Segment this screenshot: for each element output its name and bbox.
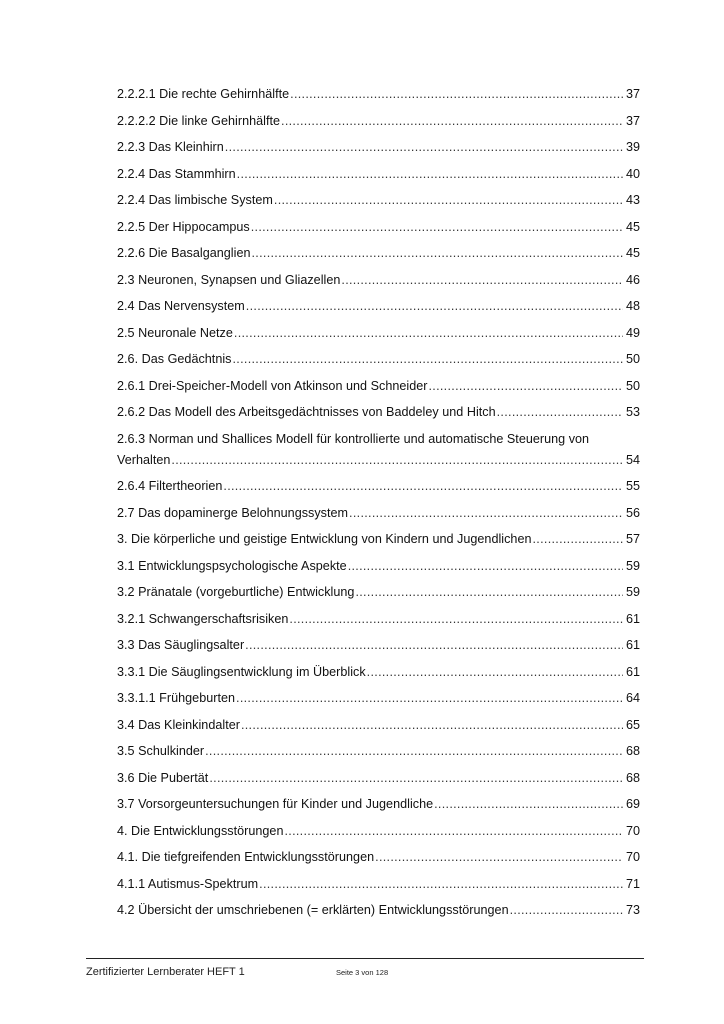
toc-entry[interactable] [117,298,640,315]
toc-entry-page-number: 43 [625,193,640,207]
toc-entry-title: 3.3.1 Die Säuglingsentwicklung im Überblick [117,664,366,679]
toc-entry[interactable] [117,690,640,707]
toc-entry[interactable] [117,325,640,342]
dot-leader [245,637,623,654]
toc-entry[interactable] [117,637,640,654]
dot-leader [237,166,623,183]
toc-entry-page-number: 61 [625,664,640,679]
toc-entry[interactable] [117,166,640,183]
toc-entry-title: 2.6.4 Filtertheorien [117,479,223,493]
toc-entry-page-number: 65 [625,717,640,732]
toc-entry[interactable] [117,531,640,548]
toc-entry[interactable] [117,139,640,156]
toc-entry-title: 3.1 Entwicklungspsychologische Aspekte [117,558,347,573]
toc-entry[interactable] [117,505,640,522]
toc-entry[interactable] [117,558,640,575]
toc-entry-title: 2.2.2.1 Die rechte Gehirnhälfte [117,87,290,101]
toc-entry-title: 2.4 Das Nervensystem [117,299,245,313]
toc-entry-page-number: 71 [625,876,640,891]
toc-entry[interactable] [117,272,640,289]
toc-entry-title: 3. Die körperliche und geistige Entwicklung von Kindern und Jugendlichen [117,532,532,546]
toc-entry[interactable] [117,431,640,469]
toc-entry-title: 2.7 Das dopaminerge Belohnungssystem [117,505,349,520]
toc-entry[interactable] [117,717,640,734]
toc-entry-title: 3.3.1.1 Frühgeburten [117,691,236,705]
toc-entry[interactable] [117,86,640,103]
toc-entry-page-number: 37 [625,113,640,128]
toc-entry-title: Verhalten [117,452,171,467]
toc-entry[interactable] [117,192,640,209]
toc-entry-page-number: 68 [625,744,640,758]
toc-entry-page-number: 50 [625,378,640,393]
toc-entry-page-number: 39 [625,140,640,154]
toc-entry[interactable] [117,219,640,236]
toc-entry-title: 2.2.2.2 Die linke Gehirnhälfte [117,113,281,128]
toc-entry[interactable] [117,351,640,368]
dot-leader [428,378,622,395]
toc-entry-page-number: 70 [625,823,640,838]
dot-leader [233,351,623,368]
toc-entry[interactable] [117,584,640,601]
toc-entry-page-number: 55 [625,479,640,493]
toc-entry-page-number: 64 [625,691,640,705]
toc-entry-page-number: 40 [625,166,640,181]
toc-entry-title: 3.5 Schulkinder [117,744,205,758]
toc-entry[interactable] [117,796,640,813]
toc-entry-title: 2.2.5 Der Hippocampus [117,219,250,234]
toc-entry-title: 2.2.4 Das limbische System [117,193,273,207]
dot-leader [171,452,623,469]
toc-entry-page-number: 73 [625,903,640,917]
dot-leader [251,219,623,236]
dot-leader [252,245,623,262]
dot-leader [274,192,623,209]
toc-entry-title: 4.1.1 Autismus-Spektrum [117,876,259,891]
toc-entry-page-number: 50 [625,352,640,366]
dot-leader [349,505,623,522]
toc-entry[interactable] [117,113,640,130]
toc-entry-title: 3.4 Das Kleinkindalter [117,717,240,732]
table-of-contents [117,86,640,929]
dot-leader [259,876,623,893]
dot-leader [497,404,623,421]
toc-entry-page-number: 53 [625,405,640,419]
dot-leader [209,770,623,787]
dot-leader [290,86,623,103]
toc-entry-title: 3.2 Pränatale (vorgeburtliche) Entwicklung [117,585,355,599]
dot-leader [246,298,623,315]
dot-leader [510,902,623,919]
toc-entry-page-number: 61 [625,638,640,652]
dot-leader [241,717,623,734]
footer-page-number: Seite 3 von 128 [336,968,389,977]
toc-entry-title: 3.6 Die Pubertät [117,770,209,785]
dot-leader [533,531,623,548]
dot-leader [225,139,623,156]
dot-leader [367,664,623,681]
toc-entry[interactable] [117,876,640,893]
toc-entry-page-number: 46 [625,272,640,287]
toc-entry[interactable] [117,902,640,919]
dot-leader [355,584,622,601]
dot-leader [434,796,623,813]
toc-entry-page-number: 61 [625,611,640,626]
dot-leader [205,743,623,760]
toc-entry[interactable] [117,770,640,787]
dot-leader [234,325,623,342]
toc-entry-title: 4. Die Entwicklungsstörungen [117,823,284,838]
toc-entry-page-number: 45 [625,219,640,234]
toc-entry-title: 2.3 Neuronen, Synapsen und Gliazellen [117,272,341,287]
toc-entry-page-number: 57 [625,532,640,546]
toc-entry[interactable] [117,245,640,262]
toc-entry-title: 2.6.1 Drei-Speicher-Modell von Atkinson und Schneider [117,378,428,393]
toc-entry-page-number: 68 [625,770,640,785]
toc-entry-title: 2.2.4 Das Stammhirn [117,166,236,181]
toc-entry-title: 2.6. Das Gedächtnis [117,352,232,366]
toc-entry-page-number: 45 [625,246,640,260]
dot-leader [281,113,623,130]
toc-entry-title: 4.1. Die tiefgreifenden Entwicklungsstörungen [117,850,375,864]
toc-entry[interactable] [117,743,640,760]
footer-divider [86,958,644,959]
toc-entry-page-number: 59 [625,558,640,573]
dot-leader [348,558,623,575]
toc-entry-title: 2.5 Neuronale Netze [117,325,233,340]
toc-entry[interactable] [117,404,640,421]
toc-entry[interactable] [117,611,640,628]
toc-entry[interactable] [117,849,640,866]
dot-leader [289,611,623,628]
toc-entry[interactable] [117,378,640,395]
toc-entry-title-line1: 2.6.3 Norman und Shallices Modell für kontrollierte und automatische Steuerung von [117,431,590,446]
toc-entry-page-number: 37 [625,87,640,101]
toc-entry[interactable] [117,664,640,681]
dot-leader [284,823,622,840]
toc-entry-title: 3.7 Vorsorgeuntersuchungen für Kinder und Jugendliche [117,797,434,811]
dot-leader [223,478,623,495]
toc-entry-title: 3.3 Das Säuglingsalter [117,638,245,652]
toc-entry-title: 4.2 Übersicht der umschriebenen (= erklärten) Entwicklungsstörungen [117,903,509,917]
dot-leader [236,690,623,707]
footer-document-title: Zertifizierter Lernberater HEFT 1 [86,966,245,978]
toc-entry[interactable] [117,823,640,840]
toc-entry-title: 2.6.2 Das Modell des Arbeitsgedächtnisses von Baddeley und Hitch [117,405,496,419]
dot-leader [341,272,623,289]
toc-entry-title: 2.2.3 Das Kleinhirn [117,140,224,154]
toc-entry[interactable] [117,478,640,495]
toc-entry-page-number: 69 [625,797,640,811]
toc-entry-page-number: 49 [625,325,640,340]
toc-entry-page-number: 54 [625,452,640,467]
toc-entry-page-number: 70 [625,850,640,864]
toc-entry-page-number: 59 [625,585,640,599]
dot-leader [375,849,623,866]
toc-entry-page-number: 48 [625,299,640,313]
toc-entry-title: 2.2.6 Die Basalganglien [117,246,251,260]
toc-entry-page-number: 56 [625,505,640,520]
toc-entry-title: 3.2.1 Schwangerschaftsrisiken [117,611,289,626]
